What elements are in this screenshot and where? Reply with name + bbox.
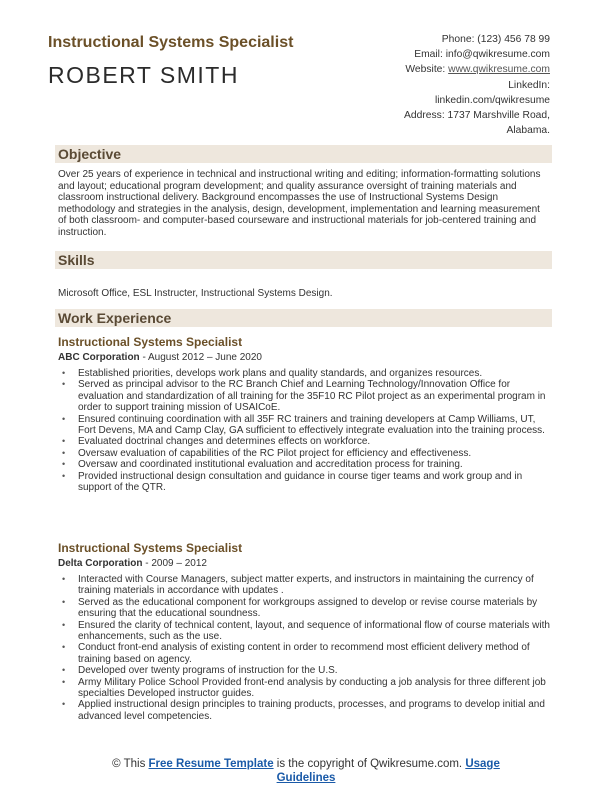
bullet-icon: •	[62, 619, 66, 630]
list-item: • Conduct front-end analysis of existing content in order to recommend most efficient delivery method of training based on agency.	[62, 642, 530, 665]
list-item: • Established priorities, develops work plans and quality standards, and organizes resources.	[62, 368, 483, 379]
job-bullets	[58, 368, 550, 493]
website-label: Website:	[405, 64, 446, 76]
bullet-icon: •	[62, 699, 66, 710]
contact-address: Address: 1737 Marshville Road,	[404, 110, 550, 122]
section-header-work-experience	[55, 309, 552, 327]
linkedin-link[interactable]: linkedin.com/qwikresume	[434, 94, 550, 106]
list-item: • Interacted with Course Managers, subject matter experts, and instructors in maintaining the currency of training materials in accordance with updates .	[62, 574, 534, 597]
job-dates: - August 2012 – June 2020	[139, 352, 262, 363]
list-item: • Applied instructional design principles to training products, processes, and programs to develop initial and advanced level competencies.	[62, 699, 545, 722]
list-item: • Served as the educational component for workgroups assigned to develop or revise course materials by ensuring that the educational soundness.	[62, 596, 538, 620]
bullet-icon: •	[62, 470, 66, 481]
job-dates: - 2009 – 2012	[142, 558, 207, 569]
contact-phone: Phone: (123) 456 78 99	[441, 34, 550, 45]
bullet-icon: •	[62, 459, 66, 470]
bullet-icon: •	[62, 642, 66, 653]
free-resume-template-link[interactable]: Free Resume Template	[148, 758, 274, 770]
job-company-line	[58, 352, 262, 363]
list-item: • Army Military Police School Provided front-end analysis by conducting a job analysis for three different job specialties Developed instructor guides.	[62, 676, 546, 700]
footer-middle: is the copyright of Qwikresume.com.	[273, 758, 466, 770]
objective-text: Over 25 years of experience in technical and instructional writing and editing; information-formatting solutions and layout; educational program development; and quality assurance oversight of training materials and classroom instructional delivery. Background encompasses the use of Instructional Systems Design methodology and strategies in the analysis, design, development, implementation and learning measurement of both classroom- and computer-based courseware and instructional materials for job-centered training and instruction.	[58, 169, 541, 238]
list-item: • Provided instructional design consultation and guidance in course tiger teams and work group and in support of the QTR.	[62, 470, 523, 494]
bullet-icon: •	[62, 596, 66, 607]
contact-block	[320, 32, 550, 138]
section-header-objective	[55, 145, 552, 163]
contact-website	[320, 62, 550, 77]
job-bullets	[58, 574, 550, 722]
bullet-icon: •	[62, 379, 66, 390]
section-header-skills	[55, 251, 552, 269]
contact-address-line2: Alabama.	[506, 125, 550, 137]
job-role: Instructional Systems Specialist	[58, 541, 243, 555]
section-title: Skills	[58, 252, 95, 268]
list-item: • Developed over twenty programs of instruction for the U.S.	[62, 665, 338, 677]
contact-email: Email: info@qwikresume.com	[414, 49, 550, 61]
linkedin-label: LinkedIn:	[508, 79, 550, 91]
usage-guidelines-link-part1[interactable]: Usage	[465, 758, 500, 770]
bullet-icon: •	[62, 676, 66, 687]
bullet-icon: •	[62, 436, 66, 447]
company-name: ABC Corporation	[58, 352, 140, 363]
website-link[interactable]: www.qwikresume.com	[448, 64, 550, 76]
section-title: Work Experience	[58, 310, 172, 326]
bullet-icon: •	[62, 665, 66, 676]
company-name: Delta Corporation	[58, 558, 143, 569]
list-item: • Ensured the clarity of technical content, layout, and sequence of informational flow of course materials with enhancements, such as the use.	[62, 619, 550, 643]
footer-copyright	[0, 757, 612, 785]
bullet-icon: •	[62, 368, 66, 378]
job-company-line	[58, 558, 207, 569]
list-item: • Evaluated doctrinal changes and determines effects on workforce.	[62, 436, 371, 448]
job-title: Instructional Systems Specialist	[48, 34, 294, 51]
bullet-icon: •	[62, 574, 66, 584]
usage-guidelines-link-part2[interactable]: Guidelines	[276, 772, 336, 784]
list-item: • Oversaw evaluation of capabilities of the RC Pilot project for efficiency and effectiveness.	[62, 447, 472, 459]
list-item: • Ensured continuing coordination with all 35F RC trainers and training developers at Camp Williams, UT, Fort Devens, MA and Camp Clay, GA sufficient to effectively integrate evaluation into the training process.	[62, 413, 545, 437]
footer-prefix: © This	[112, 758, 149, 770]
list-item: • Oversaw and coordinated institutional evaluation and accreditation process for training.	[62, 459, 463, 471]
bullet-icon: •	[62, 447, 66, 458]
list-item: • Served as principal advisor to the RC Branch Chief and Learning Technology/Innovation Office for evaluation and standardization of all training for the 35F10 RC Pilot project as an experimental program in order to support training mission of USAICoE.	[62, 379, 546, 414]
job-role: Instructional Systems Specialist	[58, 335, 243, 349]
candidate-name: ROBERT SMITH	[48, 62, 239, 88]
skills-text: Microsoft Office, ESL Instructer, Instructional Systems Design.	[58, 288, 333, 299]
bullet-icon: •	[62, 413, 66, 424]
section-title: Objective	[58, 146, 122, 162]
